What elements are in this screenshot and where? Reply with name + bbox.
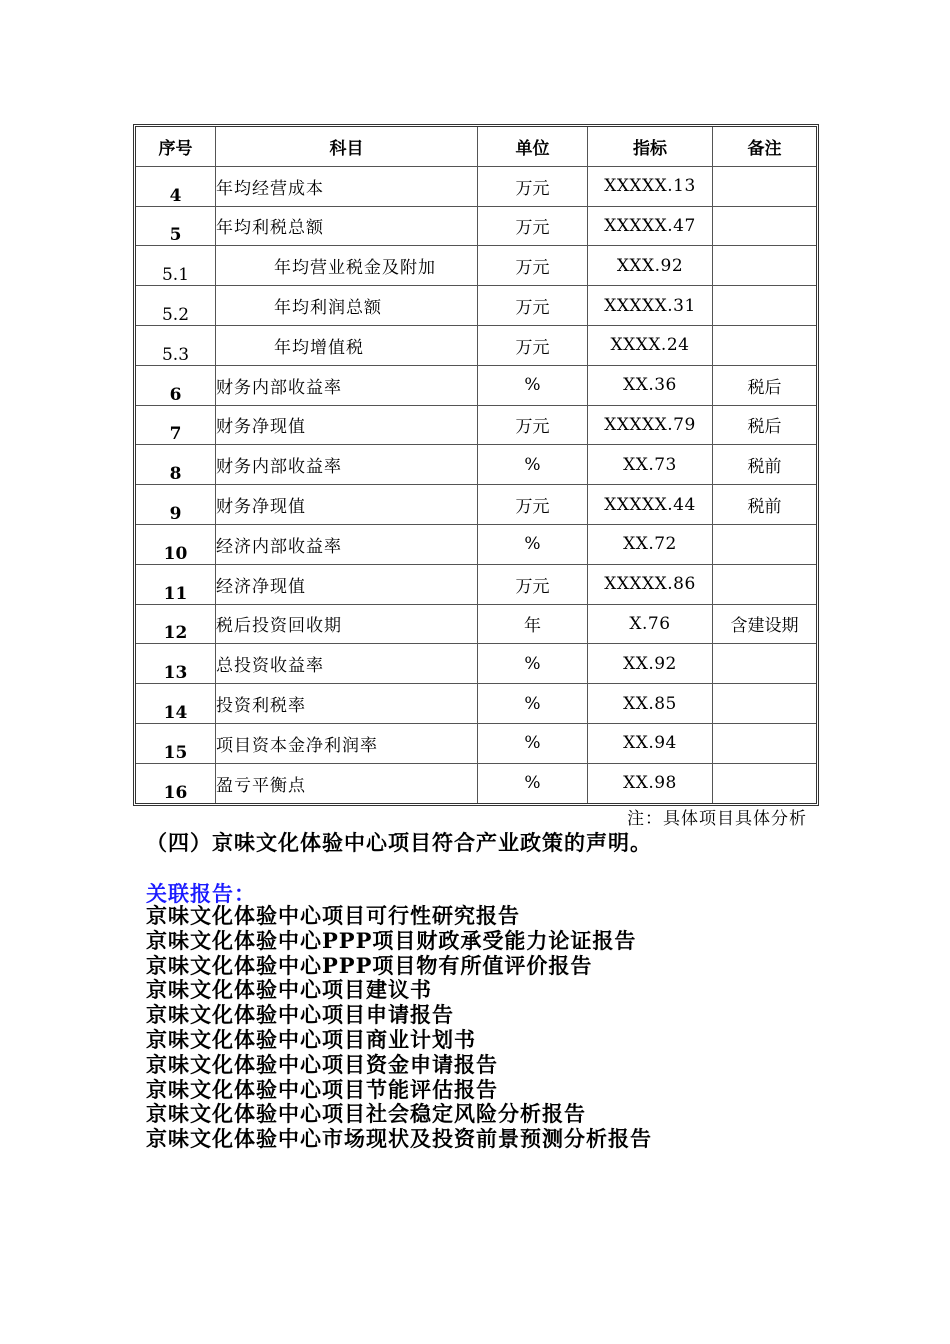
row-unit: 万元 [478,207,588,247]
row-number: 6 [136,366,216,406]
row-item: 年均营业税金及附加 [216,246,478,286]
row-note: 税前 [713,485,816,525]
row-item: 财务净现值 [216,485,478,525]
table-row [136,764,816,803]
row-item: 财务内部收益率 [216,445,478,485]
table-header-row [136,127,816,167]
row-item: 总投资收益率 [216,644,478,684]
row-note [713,246,816,286]
row-unit: % [478,366,588,406]
row-item: 年均利税总额 [216,207,478,247]
row-unit: 年 [478,605,588,645]
related-report-link[interactable]: 京味文化体验中心市场现状及投资前景预测分析报告 [146,1126,652,1152]
header-unit: 单位 [478,127,588,167]
row-note: 含建设期 [713,605,816,645]
related-report-link[interactable]: 京味文化体验中心项目商业计划书 [146,1026,476,1052]
row-number: 4 [136,167,216,207]
row-value: XX.72 [588,525,713,565]
row-number: 11 [136,565,216,605]
related-report-link[interactable]: 京味文化体验中心项目申请报告 [146,1002,454,1028]
row-note [713,207,816,247]
row-item: 税后投资回收期 [216,605,478,645]
row-unit: % [478,684,588,724]
row-value: X.76 [588,605,713,645]
row-number: 5.2 [136,286,216,326]
table-row [136,485,816,525]
row-number: 12 [136,605,216,645]
row-number: 7 [136,406,216,446]
table-row [136,207,816,247]
row-value: XX.85 [588,684,713,724]
related-report-link[interactable]: 京味文化体验中心项目建议书 [146,977,432,1003]
row-value: XXXX.24 [588,326,713,366]
row-number: 8 [136,445,216,485]
row-value: XXXXX.79 [588,406,713,446]
related-reports-title: 关联报告： [146,881,256,906]
row-item: 项目资本金净利润率 [216,724,478,764]
row-note [713,684,816,724]
related-report-link[interactable]: 京味文化体验中心项目可行性研究报告 [146,903,520,928]
row-unit: 万元 [478,326,588,366]
header-note: 备注 [713,127,816,167]
table-row [136,246,816,286]
financial-indicators-table [133,124,819,806]
row-value: XXXXX.13 [588,167,713,207]
row-unit: 万元 [478,485,588,525]
table-row [136,406,816,446]
row-note [713,525,816,565]
table-row [136,525,816,565]
row-number: 10 [136,525,216,565]
table-footnote: 注：具体项目具体分析 [627,809,807,829]
row-item: 盈亏平衡点 [216,764,478,803]
row-note [713,167,816,207]
row-value: XX.92 [588,644,713,684]
row-number: 14 [136,684,216,724]
row-value: XXXXX.86 [588,565,713,605]
row-unit: % [478,525,588,565]
row-item: 投资利税率 [216,684,478,724]
row-value: XXXXX.31 [588,286,713,326]
row-note [713,326,816,366]
row-value: XX.36 [588,366,713,406]
table-row [136,644,816,684]
row-value: XXX.92 [588,246,713,286]
table-row [136,724,816,764]
row-unit: 万元 [478,286,588,326]
related-report-link[interactable]: 京味文化体验中心PPP项目物有所值评价报告 [146,952,593,978]
table-row [136,445,816,485]
row-value: XXXXX.44 [588,485,713,525]
header-no: 序号 [136,127,216,167]
row-number: 5.1 [136,246,216,286]
row-unit: % [478,445,588,485]
section-heading: （四）京味文化体验中心项目符合产业政策的声明。 [146,830,652,855]
row-number: 13 [136,644,216,684]
row-item: 年均增值税 [216,326,478,366]
row-note [713,724,816,764]
header-value: 指标 [588,127,713,167]
row-item: 年均利润总额 [216,286,478,326]
row-note [713,286,816,326]
row-note [713,764,816,803]
related-reports-list [146,904,652,1152]
row-item: 财务净现值 [216,406,478,446]
row-number: 9 [136,485,216,525]
table-row [136,167,816,207]
row-item: 年均经营成本 [216,167,478,207]
related-report-link[interactable]: 京味文化体验中心项目节能评估报告 [146,1076,498,1102]
related-report-link[interactable]: 京味文化体验中心项目资金申请报告 [146,1051,498,1077]
table-row [136,326,816,366]
row-unit: % [478,644,588,684]
row-item: 经济净现值 [216,565,478,605]
row-unit: 万元 [478,246,588,286]
row-number: 16 [136,764,216,803]
row-number: 5 [136,207,216,247]
row-value: XXXXX.47 [588,207,713,247]
row-unit: 万元 [478,565,588,605]
row-unit: % [478,724,588,764]
table-row [136,286,816,326]
table-body [136,167,816,803]
row-item: 财务内部收益率 [216,366,478,406]
table-row [136,605,816,645]
row-unit: 万元 [478,406,588,446]
row-number: 5.3 [136,326,216,366]
row-value: XX.98 [588,764,713,803]
row-item: 经济内部收益率 [216,525,478,565]
row-unit: 万元 [478,167,588,207]
row-value: XX.73 [588,445,713,485]
row-note [713,565,816,605]
related-report-link[interactable]: 京味文化体验中心PPP项目财政承受能力论证报告 [146,927,637,953]
table-row [136,565,816,605]
row-value: XX.94 [588,724,713,764]
related-report-link[interactable]: 京味文化体验中心项目社会稳定风险分析报告 [146,1101,586,1127]
row-note: 税后 [713,406,816,446]
row-unit: % [478,764,588,803]
table-row [136,366,816,406]
row-note: 税前 [713,445,816,485]
header-item: 科目 [216,127,478,167]
row-number: 15 [136,724,216,764]
row-note: 税后 [713,366,816,406]
row-note [713,644,816,684]
table-row [136,684,816,724]
